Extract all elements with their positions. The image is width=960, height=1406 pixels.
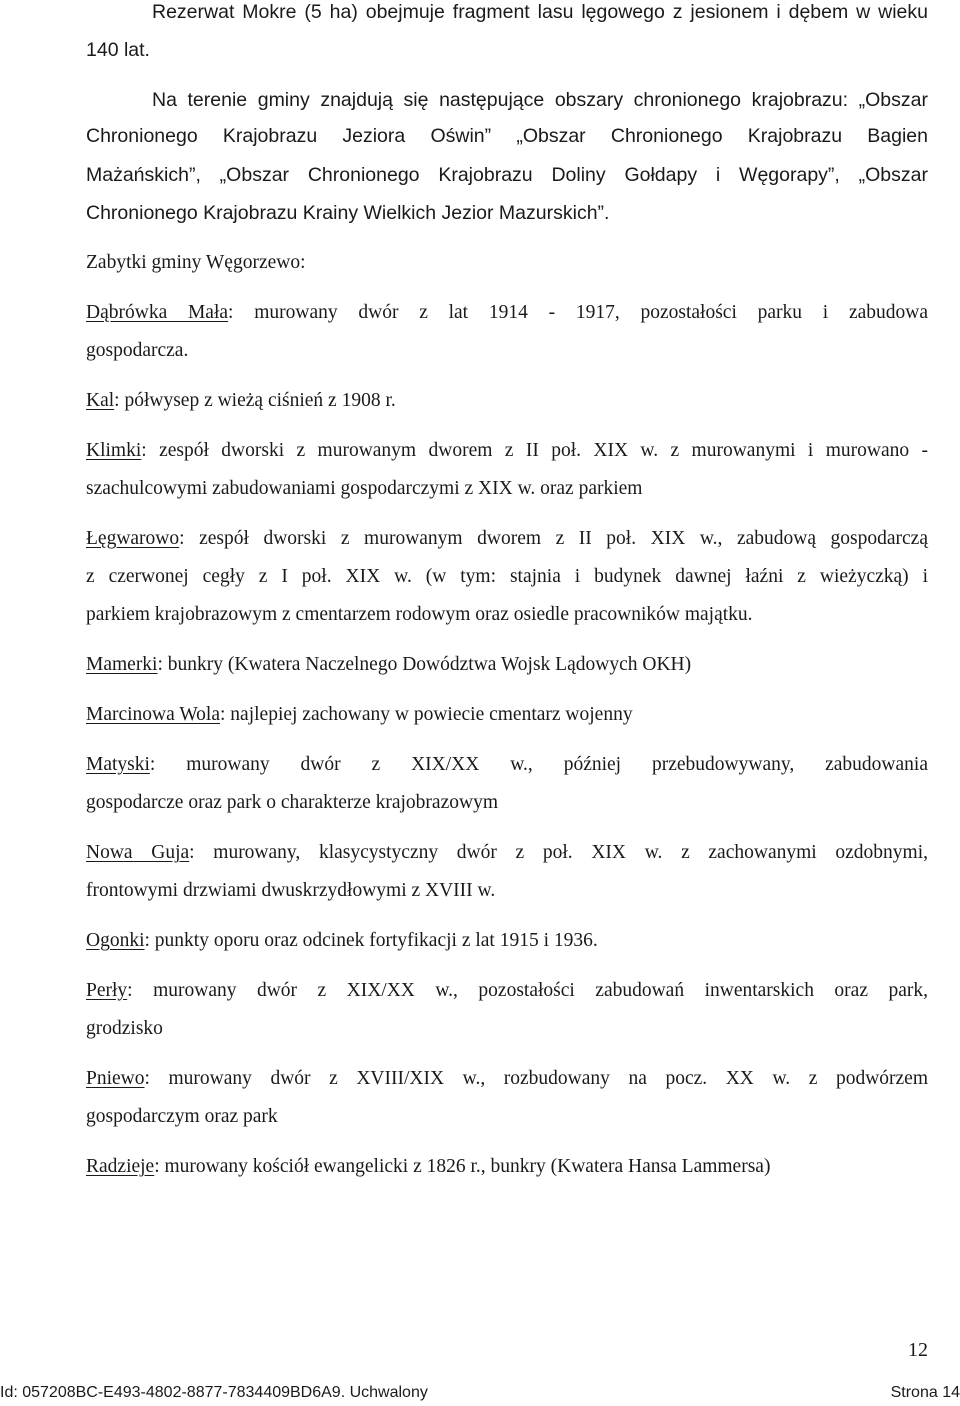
monument-perly-line-2: grodzisko [86, 1018, 163, 1039]
monument-name: Klimki [86, 440, 142, 461]
protected-areas-line-3: Mażańskich”, „Obszar Chronionego Krajobrazu Doliny Gołdapy i Węgorapy”, „Obszar [86, 164, 928, 186]
monument-name: Ogonki [86, 930, 145, 951]
monument-name: Kal [86, 390, 115, 411]
monument-legwarowo-line-3: parkiem krajobrazowym z cmentarzem rodowym oraz osiedle pracowników majątku. [86, 604, 753, 625]
monument-name: Dąbrówka Mała [86, 302, 229, 323]
monument-name: Matyski [86, 754, 150, 775]
monument-dabrowka-line-1: Dąbrówka Mała: murowany dwór z lat 1914 - 1917, pozostałości parku i zabudowa [86, 302, 928, 323]
monument-name: Perły [86, 980, 128, 1001]
monument-matyski-line-2: gospodarcze oraz park o charakterze krajobrazowym [86, 792, 498, 813]
protected-areas-line-4: Chronionego Krajobrazu Krainy Wielkich Jezior Mazurskich”. [86, 202, 610, 224]
monument-legwarowo-line-1: Łęgwarowo: zespół dworski z murowanym dworem z II poł. XIX w., zabudową gospodarczą [86, 528, 928, 549]
monument-mamerki-line-1: Mamerki: bunkry (Kwatera Naczelnego Dowództwa Wojsk Lądowych OKH) [86, 654, 692, 675]
monument-pniewo-line-1: Pniewo: murowany dwór z XVIII/XIX w., rozbudowany na pocz. XX w. z podwórzem [86, 1068, 928, 1089]
monument-dabrowka-line-2: gospodarcza. [86, 340, 189, 361]
page-number: 12 [908, 1339, 928, 1361]
monument-marcinowa-line-1: Marcinowa Wola: najlepiej zachowany w powiecie cmentarz wojenny [86, 704, 633, 725]
monuments-heading: Zabytki gminy Węgorzewo: [86, 252, 306, 273]
monument-perly-line-1: Perły: murowany dwór z XIX/XX w., pozostałości zabudowań inwentarskich oraz park, [86, 980, 928, 1001]
protected-areas-line-1: Na terenie gminy znajdują się następujące obszary chronionego krajobrazu: „Obszar [152, 89, 928, 111]
monument-name: Mamerki [86, 654, 158, 675]
monument-klimki-line-2: szachulcowymi zabudowaniami gospodarczymi z XIX w. oraz parkiem [86, 478, 643, 499]
monument-name: Marcinowa Wola [86, 704, 220, 725]
protected-areas-line-2: Chronionego Krajobrazu Jeziora Oświn” „Obszar Chronionego Krajobrazu Bagien [86, 125, 928, 147]
intro-line-2: 140 lat. [86, 39, 150, 61]
monument-name: Radzieje [86, 1156, 155, 1177]
monument-name: Pniewo [86, 1068, 145, 1089]
monument-radzieje-line-1: Radzieje: murowany kościół ewangelicki z 1826 r., bunkry (Kwatera Hansa Lammersa) [86, 1156, 771, 1177]
monument-nowa-guja-line-2: frontowymi drzwiami dwuskrzydłowymi z XVIII w. [86, 880, 496, 901]
monument-kal-line-1: Kal: półwysep z wieżą ciśnień z 1908 r. [86, 390, 396, 411]
footer-document-id: Id: 057208BC-E493-4802-8877-7834409BD6A9. Uchwalony [0, 1384, 428, 1401]
monument-legwarowo-line-2: z czerwonej cegły z I poł. XIX w. (w tym: stajnia i budynek dawnej łaźni z wieżyczką) i [86, 566, 928, 587]
monument-ogonki-line-1: Ogonki: punkty oporu oraz odcinek fortyfikacji z lat 1915 i 1936. [86, 930, 598, 951]
monument-name: Łęgwarowo [86, 528, 180, 549]
intro-line-1: Rezerwat Mokre (5 ha) obejmuje fragment lasu lęgowego z jesionem i dębem w wieku [152, 1, 928, 23]
monument-matyski-line-1: Matyski: murowany dwór z XIX/XX w., później przebudowywany, zabudowania [86, 754, 928, 775]
monument-name: Nowa Guja [86, 842, 190, 863]
monument-nowa-guja-line-1: Nowa Guja: murowany, klasycystyczny dwór z poł. XIX w. z zachowanymi ozdobnymi, [86, 842, 928, 863]
footer-page-label: Strona 14 [890, 1384, 960, 1401]
monument-klimki-line-1: Klimki: zespół dworski z murowanym dworem z II poł. XIX w. z murowanymi i murowano - [86, 440, 928, 461]
monument-pniewo-line-2: gospodarczym oraz park [86, 1106, 278, 1127]
